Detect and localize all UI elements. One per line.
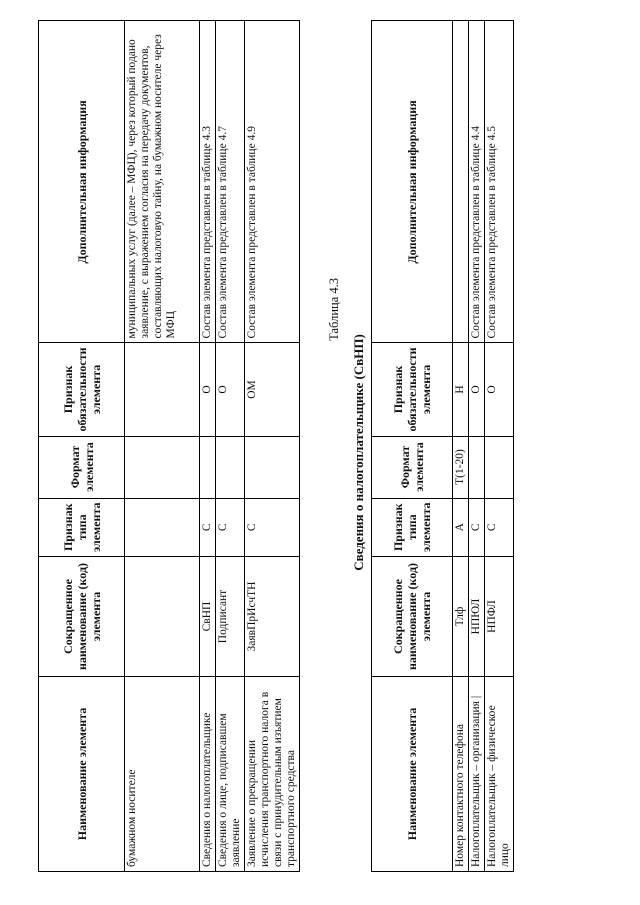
- cell-info: Состав элемента представлен в таблице 4.9: [245, 21, 300, 343]
- cell-format: [485, 436, 514, 498]
- table-row: [453, 21, 469, 872]
- cell-type: С: [245, 498, 300, 556]
- table-header-row: [372, 21, 453, 872]
- table-row: [200, 21, 216, 872]
- table-number: Таблица 4.3: [327, 278, 341, 341]
- cell-type: С: [485, 498, 514, 556]
- cell-format: [216, 436, 245, 498]
- cell-name: Сведения о лице, подписавшем заявление: [216, 677, 245, 872]
- table-header-row: [39, 21, 125, 872]
- cell-code: НПФЛ: [485, 557, 514, 677]
- cell-info: Состав элемента представлен в таблице 4.5: [485, 21, 514, 343]
- header-required: Признак обязательности элемента: [372, 343, 453, 436]
- cell-info: муниципальных услуг (далее – МФЦ), через который подано заявление, с выражением согласия на передачу документов, составляющих налоговую тайну, на бумажном носителе через МФЦ: [125, 21, 200, 343]
- cell-name: бумажном носителе: [125, 677, 200, 872]
- cell-code: Подписант: [216, 557, 245, 677]
- cell-type: А: [453, 498, 469, 556]
- cell-required: Н: [453, 343, 469, 436]
- cell-format: [245, 436, 300, 498]
- header-format: Формат элемента: [39, 436, 125, 498]
- header-info: Дополнительная информация: [372, 21, 453, 343]
- cell-name: Налогоплательщик – физическое лицо: [485, 677, 514, 872]
- cell-code: НПЮЛ: [469, 557, 485, 677]
- element-table-continued: [38, 20, 300, 872]
- table-caption: Сведения о налогоплательщике (СвНП): [351, 334, 366, 571]
- table-row: [125, 21, 200, 872]
- cell-required: О: [200, 343, 216, 436]
- cell-code: Тлф: [453, 557, 469, 677]
- cell-info: Состав элемента представлен в таблице 4.3: [200, 21, 216, 343]
- header-name: Наименование элемента: [39, 677, 125, 872]
- cell-required: О: [485, 343, 514, 436]
- cell-type: [125, 498, 200, 556]
- cell-name: Номер контактного телефона: [453, 677, 469, 872]
- cell-info: Состав элемента представлен в таблице 4.4: [469, 21, 485, 343]
- header-type: Признак типа элемента: [372, 498, 453, 556]
- cell-info: Состав элемента представлен в таблице 4.7: [216, 21, 245, 343]
- table-row: [469, 21, 485, 872]
- cell-code: СвНП: [200, 557, 216, 677]
- cell-name: Сведения о налогоплательщике: [200, 677, 216, 872]
- table-row: [245, 21, 300, 872]
- cell-name: Заявление о прекращении исчисления транспортного налога в связи с принудительным изъятием транспортного средства: [245, 677, 300, 872]
- cell-required: [125, 343, 200, 436]
- table-row: [485, 21, 514, 872]
- header-type: Признак типа элемента: [39, 498, 125, 556]
- cell-type: С: [469, 498, 485, 556]
- header-name: Наименование элемента: [372, 677, 453, 872]
- cell-required: О: [469, 343, 485, 436]
- cell-code: [125, 557, 200, 677]
- header-code: Сокращенное наименование (код) элемента: [39, 557, 125, 677]
- cell-type: С: [216, 498, 245, 556]
- header-required: Признак обязательности элемента: [39, 343, 125, 436]
- cell-code: ЗаявПрИсчТН: [245, 557, 300, 677]
- header-format: Формат элемента: [372, 436, 453, 498]
- table-row: [216, 21, 245, 872]
- header-code: Сокращенное наименование (код) элемента: [372, 557, 453, 677]
- cell-format: [200, 436, 216, 498]
- header-info: Дополнительная информация: [39, 21, 125, 343]
- cell-info: [453, 21, 469, 343]
- cell-format: [125, 436, 200, 498]
- cell-required: ОМ: [245, 343, 300, 436]
- cell-required: О: [216, 343, 245, 436]
- cell-format: T(1-20): [453, 436, 469, 498]
- taxpayer-info-table: [371, 20, 514, 872]
- cell-format: [469, 436, 485, 498]
- cell-type: С: [200, 498, 216, 556]
- cell-name: Налогоплательщик – организация |: [469, 677, 485, 872]
